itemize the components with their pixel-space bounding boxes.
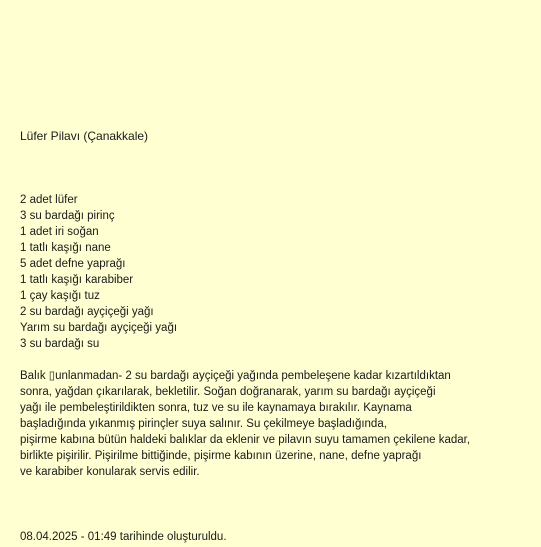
ingredient-item: 5 adet defne yaprağı: [20, 258, 126, 270]
instruction-line: Balık ▯unlanmadan- 2 su bardağı ayçiçeği yağında pembeleşene kadar kızartıldıktan: [20, 370, 451, 382]
instruction-line: başladığında yıkanmış pirinçler suya salınır. Su çekilmeye başladığında,: [20, 418, 387, 430]
recipe-page: [20, 0, 531, 547]
ingredient-item: 1 adet iri soğan: [20, 226, 99, 238]
ingredient-item: 2 su bardağı ayçiçeği yağı: [20, 306, 154, 318]
ingredient-item: 2 adet lüfer: [20, 194, 78, 206]
generated-timestamp: 08.04.2025 - 01:49 tarihinde oluşturuldu.: [20, 531, 227, 543]
instruction-line: birlikte pişirilir. Pişirilme bittiğinde, pişirme kabının üzerine, nane, defne yaprağı: [20, 450, 422, 462]
ingredient-item: 1 tatlı kaşığı nane: [20, 242, 111, 254]
instruction-line: yağı ile pembeleştirildikten sonra, tuz ve su ile kaynamaya bırakılır. Kaynama: [20, 402, 412, 414]
ingredient-item: 3 su bardağı pirinç: [20, 210, 115, 222]
ingredient-item: 3 su bardağı su: [20, 338, 100, 350]
ingredient-item: Yarım su bardağı ayçiçeği yağı: [20, 322, 178, 334]
ingredient-item: 1 çay kaşığı tuz: [20, 290, 100, 302]
ingredient-item: 1 tatlı kaşığı karabiber: [20, 274, 134, 286]
instruction-line: sonra, yağdan çıkarılarak, bekletilir. Soğan doğranarak, yarım su bardağı ayçiçeği: [20, 386, 436, 398]
instruction-line: pişirme kabına bütün haldeki balıklar da eklenir ve pilavın suyu tamamen çekilene kadar,: [20, 434, 471, 446]
ingredient-list: [20, 192, 177, 352]
recipe-instructions: [20, 368, 470, 480]
recipe-title: Lüfer Pilavı (Çanakkale): [20, 129, 149, 143]
instruction-line: ve karabiber konularak servis edilir.: [20, 466, 200, 478]
